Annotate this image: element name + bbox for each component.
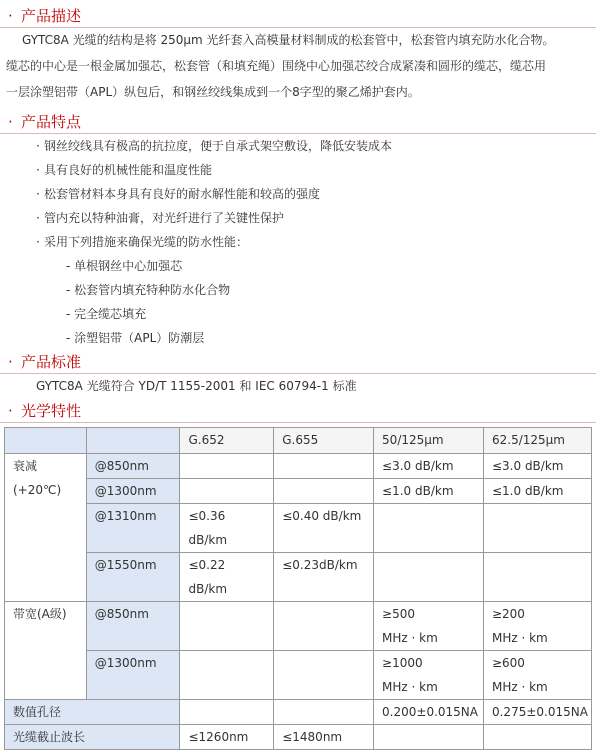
value-cell — [374, 725, 484, 750]
wavelength-cell: @1300nm — [86, 479, 180, 504]
section-title-description — [0, 4, 596, 28]
wavelength-cell: @1300nm — [86, 651, 180, 700]
section-standard — [0, 350, 596, 398]
section-title-optical — [0, 399, 596, 423]
table-row-att-850 — [5, 454, 592, 479]
value-line: ≥500 — [382, 607, 416, 621]
table-row-bw-850 — [5, 602, 592, 651]
value-cell: ≤1.0 dB/km — [374, 479, 484, 504]
value-cell — [483, 504, 591, 553]
value-cell: ≤3.0 dB/km — [374, 454, 484, 479]
header-cell-50-125: 50/125μm — [374, 428, 484, 454]
value-line: ≥200 — [491, 607, 525, 621]
value-cell — [274, 479, 374, 504]
header-cell — [5, 428, 87, 454]
section-optical — [0, 399, 596, 423]
bullet-mark: · — [36, 163, 40, 177]
optical-spec-table — [4, 427, 592, 750]
section-title-text: 光学特性 — [21, 402, 82, 420]
value-line: ≥1000 — [382, 656, 423, 670]
value-cell: ≤0.40 dB/km — [274, 504, 374, 553]
feature-sub-item: - 松套管内填充特种防水化合物 — [66, 283, 231, 297]
table-row-bw-1300 — [5, 651, 592, 700]
value-cell — [274, 454, 374, 479]
description-line-3: 一层涂塑铝带（APL）纵包后，和钢丝绞线集成到一个8字型的聚乙烯护套内。 — [6, 85, 420, 99]
bullet-mark: · — [36, 187, 40, 201]
value-cell: ≤1480nm — [274, 725, 374, 750]
feature-sub-item: - 单根钢丝中心加强芯 — [66, 259, 183, 273]
table-row-cutoff — [5, 725, 592, 750]
value-line: MHz · km — [491, 680, 548, 694]
table-header-row — [5, 428, 592, 454]
value-cell — [374, 504, 484, 553]
feature-item — [0, 182, 596, 206]
value-cell — [274, 700, 374, 725]
feature-sub-item: - 涂塑铝带（APL）防潮层 — [66, 331, 205, 345]
value-cell — [180, 454, 274, 479]
value-cell — [274, 651, 374, 700]
value-cell — [374, 602, 484, 651]
value-line: ≤0.22 — [188, 558, 226, 572]
value-line: MHz · km — [491, 631, 548, 645]
value-cell — [180, 553, 274, 602]
value-line: ≥600 — [491, 656, 525, 670]
feature-text: 具有良好的机械性能和温度性能 — [44, 163, 213, 177]
value-cell: 0.200±0.015NA — [374, 700, 484, 725]
table-row-na — [5, 700, 592, 725]
section-title-text: 产品描述 — [21, 7, 82, 25]
value-cell — [483, 651, 591, 700]
value-cell: 0.275±0.015NA — [483, 700, 591, 725]
bullet-dot: · — [8, 402, 13, 420]
value-cell — [180, 651, 274, 700]
bullet-mark: · — [36, 235, 40, 249]
bullet-dot: · — [8, 7, 13, 25]
section-title-text: 产品标准 — [21, 353, 82, 371]
header-cell-g655: G.655 — [274, 428, 374, 454]
value-cell — [274, 602, 374, 651]
bullet-mark: · — [36, 139, 40, 153]
attenuation-label-cell — [5, 454, 87, 602]
value-line: dB/km — [188, 582, 228, 596]
table-row-att-1300 — [5, 479, 592, 504]
bandwidth-label-cell: 带宽(A级) — [5, 602, 87, 700]
header-cell — [86, 428, 180, 454]
wavelength-cell: @1550nm — [86, 553, 180, 602]
wavelength-cell: @850nm — [86, 602, 180, 651]
table-row-att-1550 — [5, 553, 592, 602]
description-line-2: 缆芯的中心是一根金属加强芯，松套管（和填充绳）围绕中心加强芯绞合成紧凑和圆形的缆芯，缆芯用 — [6, 59, 547, 73]
row-label-cell: 数值孔径 — [5, 700, 180, 725]
value-cell — [180, 479, 274, 504]
value-cell — [180, 700, 274, 725]
row-label-cell: 光缆截止波长 — [5, 725, 180, 750]
feature-item — [0, 134, 596, 158]
wavelength-cell: @1310nm — [86, 504, 180, 553]
feature-item — [0, 230, 596, 254]
value-cell — [483, 602, 591, 651]
value-cell: ≤1260nm — [180, 725, 274, 750]
section-features — [0, 110, 596, 350]
value-line: ≤0.36 — [188, 509, 226, 523]
value-cell — [483, 553, 591, 602]
attenuation-label: 衰减 — [13, 459, 38, 473]
value-cell: ≤1.0 dB/km — [483, 479, 591, 504]
section-title-features — [0, 110, 596, 134]
value-line: MHz · km — [382, 631, 438, 645]
description-line-1: GYTC8A 光缆的结构是将 250μm 光纤套入高模量材料制成的松套管中，松套管内填充防水化合物。 — [22, 33, 555, 47]
value-cell — [180, 504, 274, 553]
feature-sub-item: - 完全缆芯填充 — [66, 307, 147, 321]
header-cell-g652: G.652 — [180, 428, 274, 454]
section-title-text: 产品特点 — [21, 113, 82, 131]
feature-text: 钢丝绞线具有极高的抗拉度，便于自承式架空敷设，降低安装成本 — [44, 139, 393, 153]
feature-text: 管内充以特种油膏，对光纤进行了关键性保护 — [44, 211, 285, 225]
value-cell — [180, 602, 274, 651]
feature-item — [0, 158, 596, 182]
feature-text: 松套管材料本身具有良好的耐水解性能和较高的强度 — [44, 187, 321, 201]
bullet-mark: · — [36, 211, 40, 225]
header-cell-62-5-125: 62.5/125μm — [483, 428, 591, 454]
bullet-dot: · — [8, 353, 13, 371]
attenuation-temp-label: (+20℃) — [13, 483, 62, 497]
value-cell — [483, 725, 591, 750]
table-row-att-1310 — [5, 504, 592, 553]
value-cell: ≤3.0 dB/km — [483, 454, 591, 479]
value-cell — [374, 553, 484, 602]
section-title-standard — [0, 350, 596, 374]
bullet-dot: · — [8, 113, 13, 131]
value-line: MHz · km — [382, 680, 438, 694]
section-description — [0, 4, 596, 106]
value-line: dB/km — [188, 533, 228, 547]
value-cell: ≤0.23dB/km — [274, 553, 374, 602]
wavelength-cell: @850nm — [86, 454, 180, 479]
feature-item — [0, 206, 596, 230]
feature-text: 采用下列措施来确保光缆的防水性能： — [44, 235, 249, 249]
value-cell — [374, 651, 484, 700]
standard-text: GYTC8A 光缆符合 YD/T 1155-2001 和 IEC 60794-1 标准 — [36, 379, 357, 393]
